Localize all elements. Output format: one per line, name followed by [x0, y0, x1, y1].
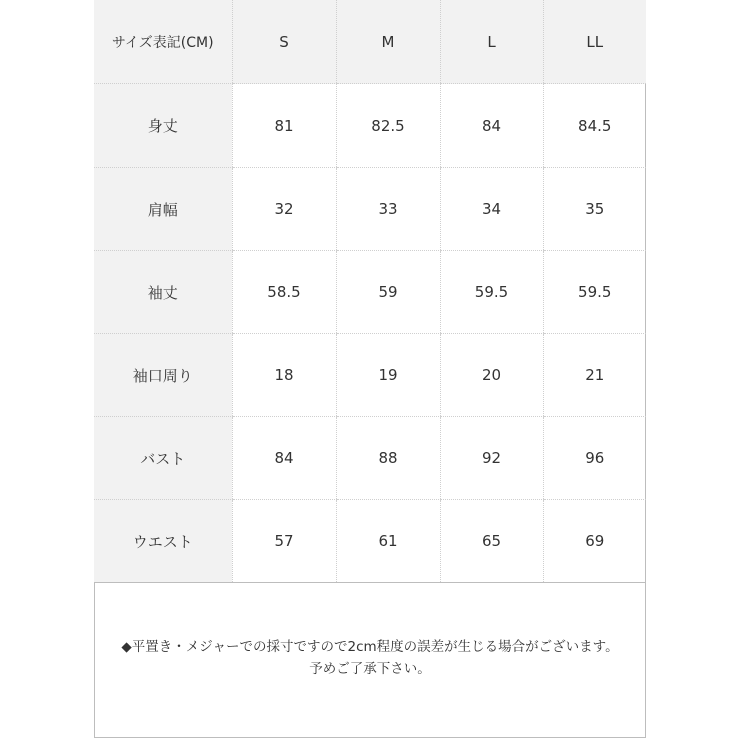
- table-cell: 20: [440, 334, 543, 417]
- table-cell: 35: [543, 168, 646, 251]
- table-row: [94, 84, 646, 168]
- table-cell: 61: [336, 500, 440, 583]
- table-cell: 69: [543, 500, 646, 583]
- table-cell: 34: [440, 168, 543, 251]
- table-row: [94, 500, 646, 583]
- size-column-header: LL: [543, 0, 646, 84]
- table-cell: 65: [440, 500, 543, 583]
- table-cell: 96: [543, 417, 646, 500]
- row-label: バスト: [94, 417, 232, 500]
- table-cell: 21: [543, 334, 646, 417]
- table-cell: 19: [336, 334, 440, 417]
- row-label: 袖丈: [94, 251, 232, 334]
- row-label: ウエスト: [94, 500, 232, 583]
- note-line: ◆平置き・メジャーでの採寸ですので2cm程度の誤差が生じる場合がございます。: [121, 639, 619, 655]
- table-cell: 92: [440, 417, 543, 500]
- table-cell: 59: [336, 251, 440, 334]
- row-label: 身丈: [94, 84, 232, 168]
- table-row: [94, 334, 646, 417]
- table-cell: 57: [232, 500, 336, 583]
- table-row: [94, 251, 646, 334]
- table-cell: 58.5: [232, 251, 336, 334]
- size-column-header: M: [336, 0, 440, 84]
- size-table: [94, 0, 646, 583]
- row-label: 袖口周り: [94, 334, 232, 417]
- table-cell: 32: [232, 168, 336, 251]
- note-line: 予めご了承下さい。: [309, 661, 431, 677]
- size-column-header: L: [440, 0, 543, 84]
- table-cell: 84: [440, 84, 543, 168]
- table-cell: 84: [232, 417, 336, 500]
- table-cell: 88: [336, 417, 440, 500]
- table-cell: 59.5: [440, 251, 543, 334]
- table-cell: 18: [232, 334, 336, 417]
- table-cell: 59.5: [543, 251, 646, 334]
- header-row: [94, 0, 646, 84]
- table-cell: 84.5: [543, 84, 646, 168]
- table-row: [94, 417, 646, 500]
- size-column-header: S: [232, 0, 336, 84]
- table-cell: 33: [336, 168, 440, 251]
- table-cell: 82.5: [336, 84, 440, 168]
- measurement-note: [94, 636, 646, 680]
- table-row: [94, 168, 646, 251]
- size-notation-header: サイズ表記(CM): [94, 0, 232, 84]
- table-cell: 81: [232, 84, 336, 168]
- row-label: 肩幅: [94, 168, 232, 251]
